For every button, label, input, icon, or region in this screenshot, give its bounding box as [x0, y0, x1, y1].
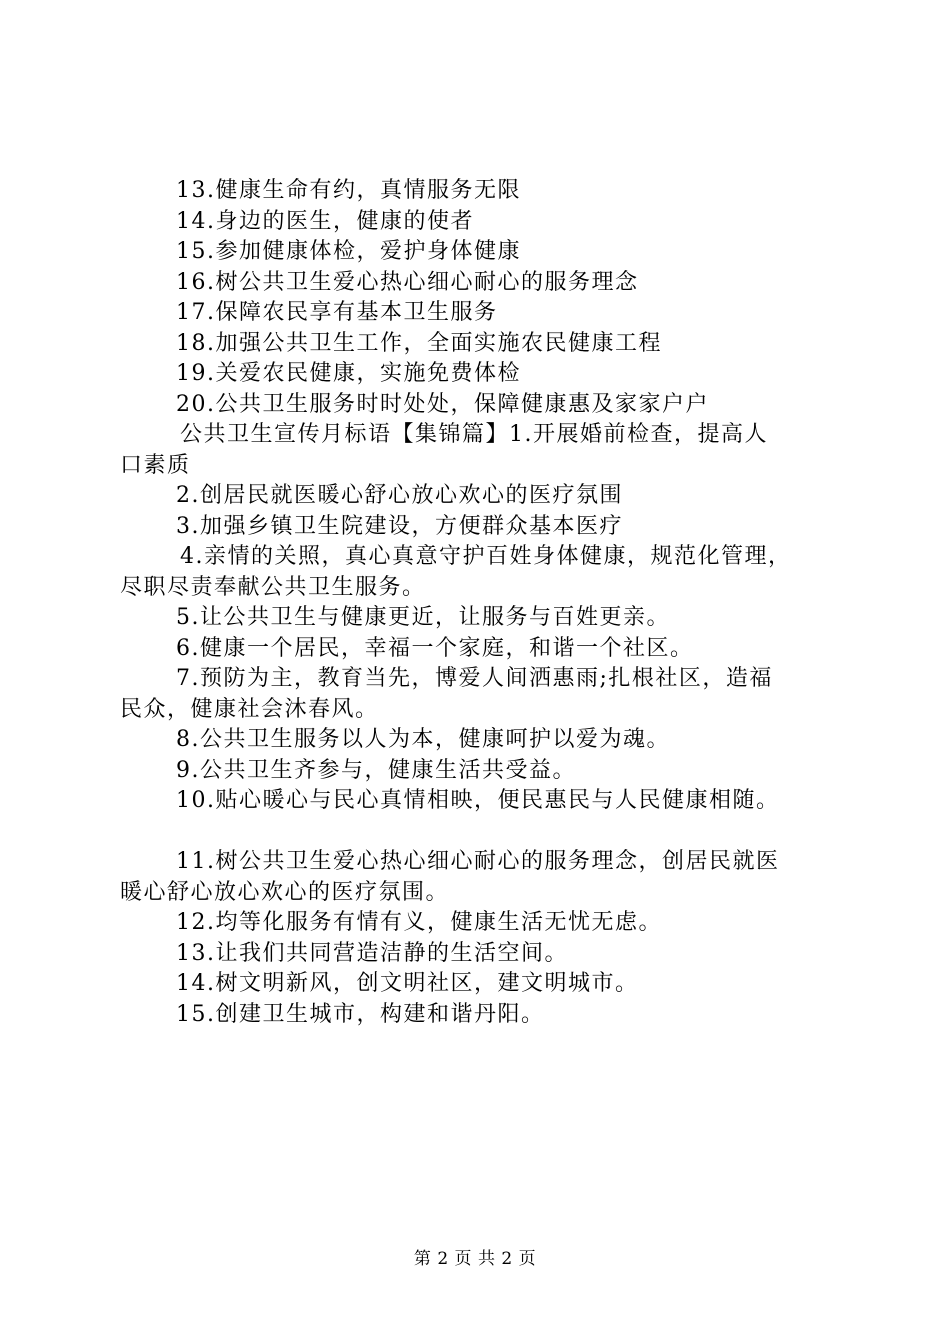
- slogan-continuation: 暖心舒心放心欢心的医疗氛围。: [120, 879, 450, 905]
- slogan-line: 14.树文明新风，创文明社区，建文明城市。: [176, 971, 639, 996]
- slogan-line: 3.加强乡镇卫生院建设，方便群众基本医疗: [176, 513, 623, 539]
- slogan-line: 15.参加健康体检，爱护身体健康: [176, 239, 521, 264]
- slogan-line: 12.均等化服务有情有义，健康生活无忧无虑。: [176, 910, 662, 935]
- slogan-line: 9.公共卫生齐参与，健康生活共受益。: [176, 757, 576, 783]
- slogan-line: 15.创建卫生城市，构建和谐丹阳。: [176, 1001, 545, 1027]
- slogan-line: 13.让我们共同营造洁静的生活空间。: [176, 940, 568, 966]
- slogan-line: 8.公共卫生服务以人为本，健康呵护以爱为魂。: [176, 727, 670, 752]
- page-footer: [0, 1244, 950, 1269]
- blank-line: [120, 817, 840, 848]
- slogan-line: 17.保障农民享有基本卫生服务: [176, 300, 498, 325]
- slogan-line: 2.创居民就医暖心舒心放心欢心的医疗氛围: [176, 483, 623, 508]
- slogan-line: 7.预防为主，教育当先，博爱人间洒惠雨;扎根社区，造福: [176, 666, 773, 691]
- slogan-line: 13.健康生命有约，真情服务无限: [176, 178, 521, 203]
- section-heading-continuation: 口素质: [120, 452, 191, 478]
- slogan-line: 18.加强公共卫生工作，全面实施农民健康工程: [176, 330, 662, 356]
- slogan-continuation: 民众，健康社会沐春风。: [120, 696, 379, 722]
- slogan-line: 14.身边的医生，健康的使者: [176, 208, 474, 234]
- section-heading-line: 公共卫生宣传月标语【集锦篇】1.开展婚前检查，提高人: [180, 422, 768, 447]
- slogan-line: 19.关爱农民健康，实施免费体检: [176, 361, 521, 386]
- slogan-line: 5.让公共卫生与健康更近，让服务与百姓更亲。: [176, 605, 670, 630]
- slogan-line: 6.健康一个居民，幸福一个家庭，和谐一个社区。: [176, 635, 694, 661]
- slogan-line: 11.树公共卫生爱心热心细心耐心的服务理念，创居民就医: [176, 849, 780, 874]
- slogan-line: 4.亲情的关照，真心真意守护百姓身体健康，规范化管理，: [180, 544, 792, 569]
- page-number: 第 2 页 共 2 页: [413, 1249, 537, 1269]
- document-body: [120, 176, 840, 1030]
- slogan-line: 20.公共卫生服务时时处处，保障健康惠及家家户户: [176, 391, 709, 417]
- slogan-line: 10.贴心暖心与民心真情相映，便民惠民与人民健康相随。: [176, 788, 780, 813]
- slogan-continuation: 尽职尽责奉献公共卫生服务。: [120, 574, 426, 600]
- slogan-line: 16.树公共卫生爱心热心细心耐心的服务理念: [176, 269, 639, 295]
